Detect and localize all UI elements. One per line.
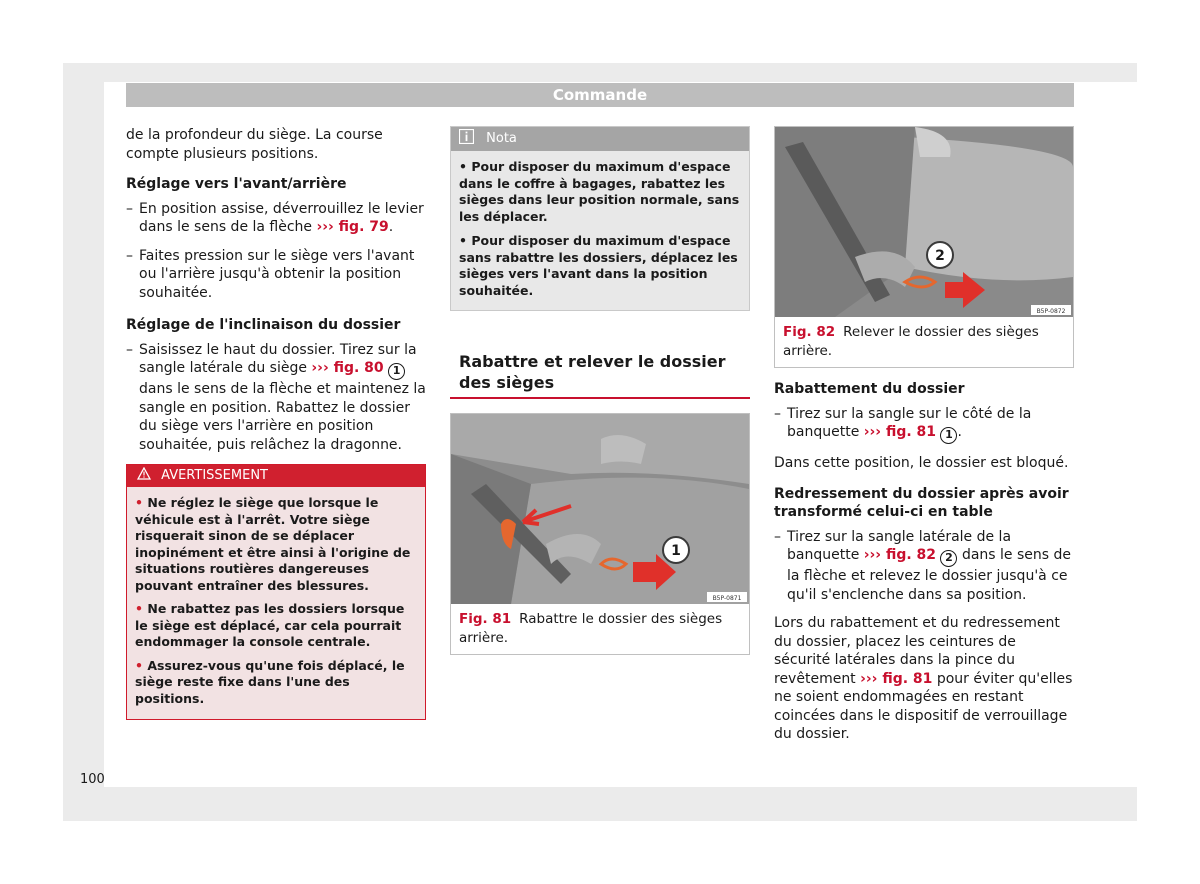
column-2 [450,126,750,655]
figure-81 [450,413,750,655]
figure-marker: 2 [935,248,945,264]
fig-82-link[interactable]: ››› fig. 82 [863,547,937,563]
figure-label: Fig. 81 [459,611,512,627]
seat-raise-illustration [775,127,1073,317]
note-item: • Pour disposer du maximum d'espace dans le coffre à bagages, rabattez les sièges dans leur position normale, sans les déplacer. [459,159,740,224]
section-title: Rabattre et relever le dossier des sièges [450,351,750,399]
note-item: • Pour disposer du maximum d'espace sans rabattre les dossiers, déplacez les sièges vers l'avant dans la position souhaitée. [459,233,738,298]
step-tilt-backrest: – Saisissez le haut du dossier. Tirez sur la sangle latérale du siège ››› fig. 80 1 dans le sens de la flèche et maintenez la sangle en position. Rabattez le dossier du siège vers l'arrière en position souhaitée, puis relâchez la dragonne. [126,341,426,453]
column-3 [774,126,1074,756]
step-push-seat: – Faites pression sur le siège vers l'avant ou l'arrière jusqu'à obtenir la position souhaitée. [126,247,415,301]
warning-box [126,464,426,720]
note-title: Nota [486,131,517,146]
warning-item: • Assurez-vous qu'une fois déplacé, le siège reste fixe dans l'une des positions. [135,657,405,706]
callout-number: 1 [388,363,405,380]
heading-backrest-tilt: Réglage de l'inclinaison du dossier [126,317,401,333]
figure-caption: Fig. 82 Relever le dossier des sièges arrière. [775,317,1073,367]
heading-forward-backward: Réglage vers l'avant/arrière [126,176,347,192]
heading-raise-backrest: Redressement du dossier après avoir transformé celui-ci en table [774,485,1069,520]
belt-paragraph: Lors du rabattement et du redressement du dossier, placez les ceintures de sécurité latérales dans la pince du revêtement ››› fig. 81 pour éviter qu'elles ne soient endommagées en restant coincées dans le dispositif de verrouillage du dossier. [774,615,1073,742]
figure-caption: Fig. 81 Rabattre le dossier des sièges arrière. [451,604,749,654]
figure-82 [774,126,1074,368]
info-icon [459,131,486,146]
warning-title: AVERTISSEMENT [161,468,268,483]
page-header: Commande [126,83,1074,107]
page-number: 100 [80,772,105,787]
warning-triangle-icon [137,468,161,483]
step-unlock-lever: – En position assise, déverrouillez le levier dans le sens de la flèche ››› fig. 79. [126,200,424,235]
fig-80-link[interactable]: ››› fig. 80 [311,360,384,376]
column-1 [126,126,426,720]
figure-code: B5P-0872 [1036,308,1066,315]
warning-item: • Ne réglez le siège que lorsque le véhicule est à l'arrêt. Votre siège risquerait sinon de se déplacer inopinément et être ainsi à l'origine de situations routières dangereuses pouvant entraîner des blessures. [135,495,411,593]
figure-code: B5P-0871 [712,595,742,602]
callout-number: 1 [940,427,957,444]
callout-number: 2 [940,550,957,567]
fig-81-link[interactable]: ››› fig. 81 [860,670,933,687]
seat-fold-illustration [451,414,749,604]
step-pull-strap: – Tirez sur la sangle sur le côté de la banquette ››› fig. 81 1 . [774,405,1074,445]
locked-paragraph: Dans cette position, le dossier est bloqué. [774,455,1069,471]
warning-item: • Ne rabattez pas les dossiers lorsque le siège est déplacé, car cela pourrait endommager la console centrale. [135,601,405,649]
note-box [450,126,750,311]
figure-label: Fig. 82 [783,324,836,340]
step-raise-backrest: – Tirez sur la sangle latérale de la banquette ››› fig. 82 2 dans le sens de la flèche et relevez le dossier jusqu'à ce qu'il s'enclenche dans sa position. [774,528,1071,603]
heading-fold-backrest: Rabattement du dossier [774,381,965,397]
fig-79-link[interactable]: ››› fig. 79 [316,219,389,235]
figure-marker: 1 [671,543,681,559]
fig-81-link[interactable]: ››› fig. 81 [863,424,937,440]
intro-paragraph: de la profondeur du siège. La course compte plusieurs positions. [126,127,383,162]
